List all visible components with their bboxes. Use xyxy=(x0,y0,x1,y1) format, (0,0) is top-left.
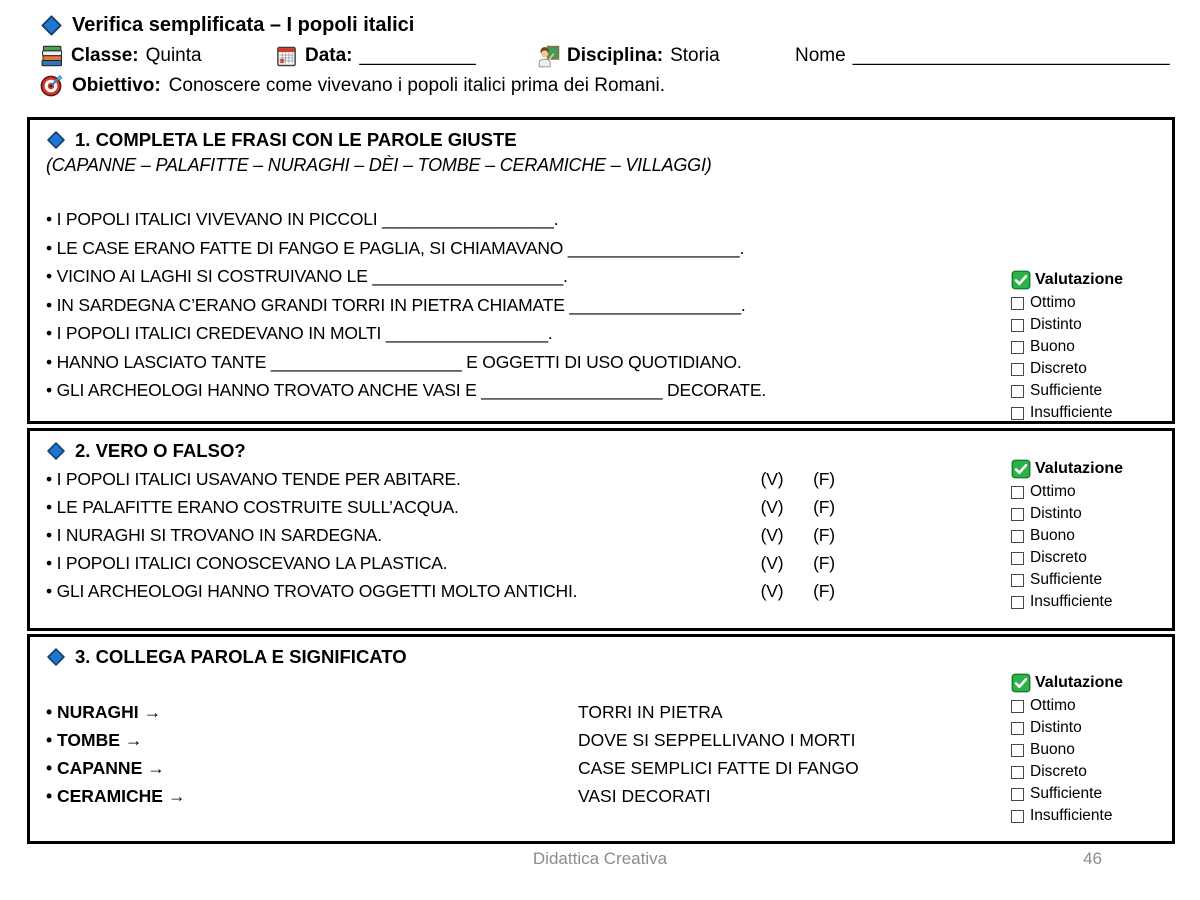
statement-text: • I POPOLI ITALICI USAVANO TENDE PER ABITARE. xyxy=(46,469,746,490)
valutazione-box-2 xyxy=(1011,457,1163,613)
valutazione-option-label: Sufficiente xyxy=(1030,571,1103,588)
classe-value: Quinta xyxy=(145,45,202,66)
valutazione-option xyxy=(1011,292,1163,314)
teacher-icon xyxy=(537,45,560,68)
valutazione-option xyxy=(1011,380,1163,402)
true-false-row xyxy=(46,493,1158,521)
fill-in-sentence: • GLI ARCHEOLOGI HANNO TROVATO ANCHE VASI E ___________________ DECORATE. xyxy=(46,380,1158,409)
valutazione-option-label: Insufficiente xyxy=(1030,404,1113,421)
false-option: (F) xyxy=(813,524,835,545)
green-check-icon xyxy=(1011,270,1031,290)
valutazione-option xyxy=(1011,739,1163,761)
valutazione-option-label: Buono xyxy=(1030,338,1075,355)
target-icon xyxy=(40,74,64,98)
empty-checkbox-icon xyxy=(1011,530,1024,543)
true-false-row xyxy=(46,549,1158,577)
valutazione-option xyxy=(1011,525,1163,547)
matching-row xyxy=(46,754,1158,782)
blue-diamond-icon xyxy=(46,441,66,461)
valutazione-option xyxy=(1011,805,1163,827)
term-word: TOMBE xyxy=(57,729,120,750)
empty-checkbox-icon xyxy=(1011,341,1024,354)
false-option: (F) xyxy=(813,552,835,573)
matching-row xyxy=(46,726,1158,754)
valutazione-header xyxy=(1011,457,1163,481)
statement-text: • I NURAGHI SI TROVANO IN SARDEGNA. xyxy=(46,525,746,546)
matching-row xyxy=(46,782,1158,810)
valutazione-option xyxy=(1011,783,1163,805)
valutazione-option-label: Insufficiente xyxy=(1030,807,1113,824)
green-check-icon xyxy=(1011,673,1031,693)
valutazione-option-label: Sufficiente xyxy=(1030,382,1103,399)
header xyxy=(40,14,1170,98)
data-group xyxy=(275,45,537,68)
matching-term xyxy=(46,758,578,779)
valutazione-option xyxy=(1011,358,1163,380)
valutazione-option-label: Distinto xyxy=(1030,316,1082,333)
empty-checkbox-icon xyxy=(1011,552,1024,565)
empty-checkbox-icon xyxy=(1011,722,1024,735)
empty-checkbox-icon xyxy=(1011,385,1024,398)
valutazione-option-label: Distinto xyxy=(1030,505,1082,522)
valutazione-option xyxy=(1011,761,1163,783)
section-3-matching xyxy=(27,634,1175,844)
header-meta-row xyxy=(40,44,1170,68)
valutazione-option xyxy=(1011,314,1163,336)
right-arrow-icon: → xyxy=(167,785,186,806)
section-2-title-row xyxy=(46,440,1158,462)
header-objective-row xyxy=(40,74,1170,98)
empty-checkbox-icon xyxy=(1011,766,1024,779)
true-option: (V) xyxy=(760,468,784,489)
right-arrow-icon: → xyxy=(124,729,143,750)
empty-checkbox-icon xyxy=(1011,596,1024,609)
fill-in-list xyxy=(46,209,1158,409)
empty-checkbox-icon xyxy=(1011,810,1024,823)
empty-checkbox-icon xyxy=(1011,788,1024,801)
valutazione-option-label: Ottimo xyxy=(1030,483,1076,500)
valutazione-option xyxy=(1011,591,1163,613)
valutazione-option xyxy=(1011,481,1163,503)
disciplina-label: Disciplina: xyxy=(567,45,664,66)
obiettivo-text: Conoscere come vivevano i popoli italici prima dei Romani. xyxy=(168,75,666,96)
valutazione-option-label: Buono xyxy=(1030,741,1075,758)
valutazione-option-label: Distinto xyxy=(1030,719,1082,736)
term-word: CERAMICHE xyxy=(57,785,163,806)
section-1-complete-sentences xyxy=(27,117,1175,424)
matching-row xyxy=(46,698,1158,726)
classe-label: Classe: xyxy=(71,45,139,66)
valutazione-option-label: Buono xyxy=(1030,527,1075,544)
matching-meaning: DOVE SI SEPPELLIVANO I MORTI xyxy=(578,729,856,750)
fill-in-sentence: • HANNO LASCIATO TANTE ____________________ E OGGETTI DI USO QUOTIDIANO. xyxy=(46,352,1158,381)
valutazione-option xyxy=(1011,402,1163,424)
term-word: NURAGHI xyxy=(57,701,139,722)
right-arrow-icon: → xyxy=(147,757,165,778)
empty-checkbox-icon xyxy=(1011,486,1024,499)
empty-checkbox-icon xyxy=(1011,407,1024,420)
matching-term xyxy=(46,786,578,807)
blue-diamond-icon xyxy=(46,647,66,667)
valutazione-option-label: Sufficiente xyxy=(1030,785,1103,802)
section-3-title: 3. COLLEGA PAROLA E SIGNIFICATO xyxy=(75,646,407,667)
valutazione-option-label: Ottimo xyxy=(1030,697,1076,714)
right-arrow-icon: → xyxy=(143,701,162,722)
section-2-content xyxy=(30,431,1172,605)
true-false-list xyxy=(46,465,1158,605)
section-1-title-row xyxy=(46,129,1158,151)
valutazione-option xyxy=(1011,569,1163,591)
fill-in-sentence: • LE CASE ERANO FATTE DI FANGO E PAGLIA, SI CHIAMAVANO __________________. xyxy=(46,238,1158,267)
matching-meaning: TORRI IN PIETRA xyxy=(578,701,723,722)
empty-checkbox-icon xyxy=(1011,574,1024,587)
valutazione-option-label: Discreto xyxy=(1030,763,1087,780)
disciplina-value: Storia xyxy=(670,45,720,66)
term-word: CAPANNE xyxy=(57,757,143,778)
empty-checkbox-icon xyxy=(1011,700,1024,713)
word-bank: (CAPANNE – PALAFITTE – NURAGHI – DÈI – TOMBE – CERAMICHE – VILLAGGI) xyxy=(46,155,712,175)
section-2-title: 2. VERO O FALSO? xyxy=(75,440,246,461)
books-icon xyxy=(40,44,64,68)
fill-in-sentence: • VICINO AI LAGHI SI COSTRUIVANO LE ____________________. xyxy=(46,266,1158,295)
statement-text: • I POPOLI ITALICI CONOSCEVANO LA PLASTICA. xyxy=(46,553,746,574)
matching-term xyxy=(46,702,578,723)
obiettivo-label: Obiettivo: xyxy=(72,75,161,96)
valutazione-label: Valutazione xyxy=(1035,460,1124,477)
classe-group xyxy=(40,44,275,68)
calendar-icon xyxy=(275,45,298,68)
section-1-content xyxy=(30,120,1172,409)
blue-diamond-icon xyxy=(40,14,63,37)
valutazione-option xyxy=(1011,336,1163,358)
data-label: Data: xyxy=(305,45,353,66)
empty-checkbox-icon xyxy=(1011,744,1024,757)
valutazione-option xyxy=(1011,547,1163,569)
empty-checkbox-icon xyxy=(1011,363,1024,376)
true-option: (V) xyxy=(760,580,784,601)
matching-meaning: VASI DECORATI xyxy=(578,785,711,806)
matching-meaning: CASE SEMPLICI FATTE DI FANGO xyxy=(578,757,859,778)
fill-in-sentence: • IN SARDEGNA C’ERANO GRANDI TORRI IN PIETRA CHIAMATE __________________. xyxy=(46,295,1158,324)
valutazione-option-label: Insufficiente xyxy=(1030,593,1113,610)
true-option: (V) xyxy=(760,524,784,545)
true-false-row xyxy=(46,577,1158,605)
empty-checkbox-icon xyxy=(1011,297,1024,310)
empty-checkbox-icon xyxy=(1011,319,1024,332)
statement-text: • GLI ARCHEOLOGI HANNO TROVATO OGGETTI MOLTO ANTICHI. xyxy=(46,581,746,602)
valutazione-options xyxy=(1011,292,1163,424)
true-false-row xyxy=(46,521,1158,549)
header-title-row xyxy=(40,14,1170,37)
true-false-row xyxy=(46,465,1158,493)
valutazione-options xyxy=(1011,695,1163,827)
valutazione-option-label: Discreto xyxy=(1030,549,1087,566)
true-option: (V) xyxy=(760,552,784,573)
section-1-title: 1. COMPLETA LE FRASI CON LE PAROLE GIUSTE xyxy=(75,129,517,150)
true-option: (V) xyxy=(760,496,784,517)
valutazione-label: Valutazione xyxy=(1035,271,1124,288)
valutazione-option xyxy=(1011,717,1163,739)
valutazione-options xyxy=(1011,481,1163,613)
section-3-content xyxy=(30,637,1172,810)
footer-brand: Didattica Creativa xyxy=(532,849,668,868)
green-check-icon xyxy=(1011,459,1031,479)
fill-in-sentence: • I POPOLI ITALICI VIVEVANO IN PICCOLI __________________. xyxy=(46,209,1158,238)
section-3-title-row xyxy=(46,646,1158,668)
data-blank-line: ___________ xyxy=(359,45,476,66)
nome-group xyxy=(795,45,1170,67)
nome-blank-line: ______________________________ xyxy=(852,45,1170,66)
valutazione-option xyxy=(1011,503,1163,525)
false-option: (F) xyxy=(813,496,835,517)
valutazione-option xyxy=(1011,695,1163,717)
valutazione-label: Valutazione xyxy=(1035,674,1124,691)
false-option: (F) xyxy=(813,580,835,601)
blue-diamond-icon xyxy=(46,130,66,150)
footer-page-number: 46 xyxy=(1083,849,1102,868)
valutazione-box-3 xyxy=(1011,671,1163,827)
statement-text: • LE PALAFITTE ERANO COSTRUITE SULL’ACQUA. xyxy=(46,497,746,518)
valutazione-header xyxy=(1011,671,1163,695)
valutazione-option-label: Ottimo xyxy=(1030,294,1076,311)
false-option: (F) xyxy=(813,468,835,489)
nome-label: Nome xyxy=(795,45,846,66)
valutazione-box-1 xyxy=(1011,268,1163,424)
page-title: Verifica semplificata – I popoli italici xyxy=(72,14,415,36)
valutazione-header xyxy=(1011,268,1163,292)
fill-in-sentence: • I POPOLI ITALICI CREDEVANO IN MOLTI _________________. xyxy=(46,323,1158,352)
section-2-true-false xyxy=(27,428,1175,631)
valutazione-option-label: Discreto xyxy=(1030,360,1087,377)
disciplina-group xyxy=(537,45,795,68)
matching-list xyxy=(46,698,1158,810)
empty-checkbox-icon xyxy=(1011,508,1024,521)
matching-term xyxy=(46,730,578,751)
